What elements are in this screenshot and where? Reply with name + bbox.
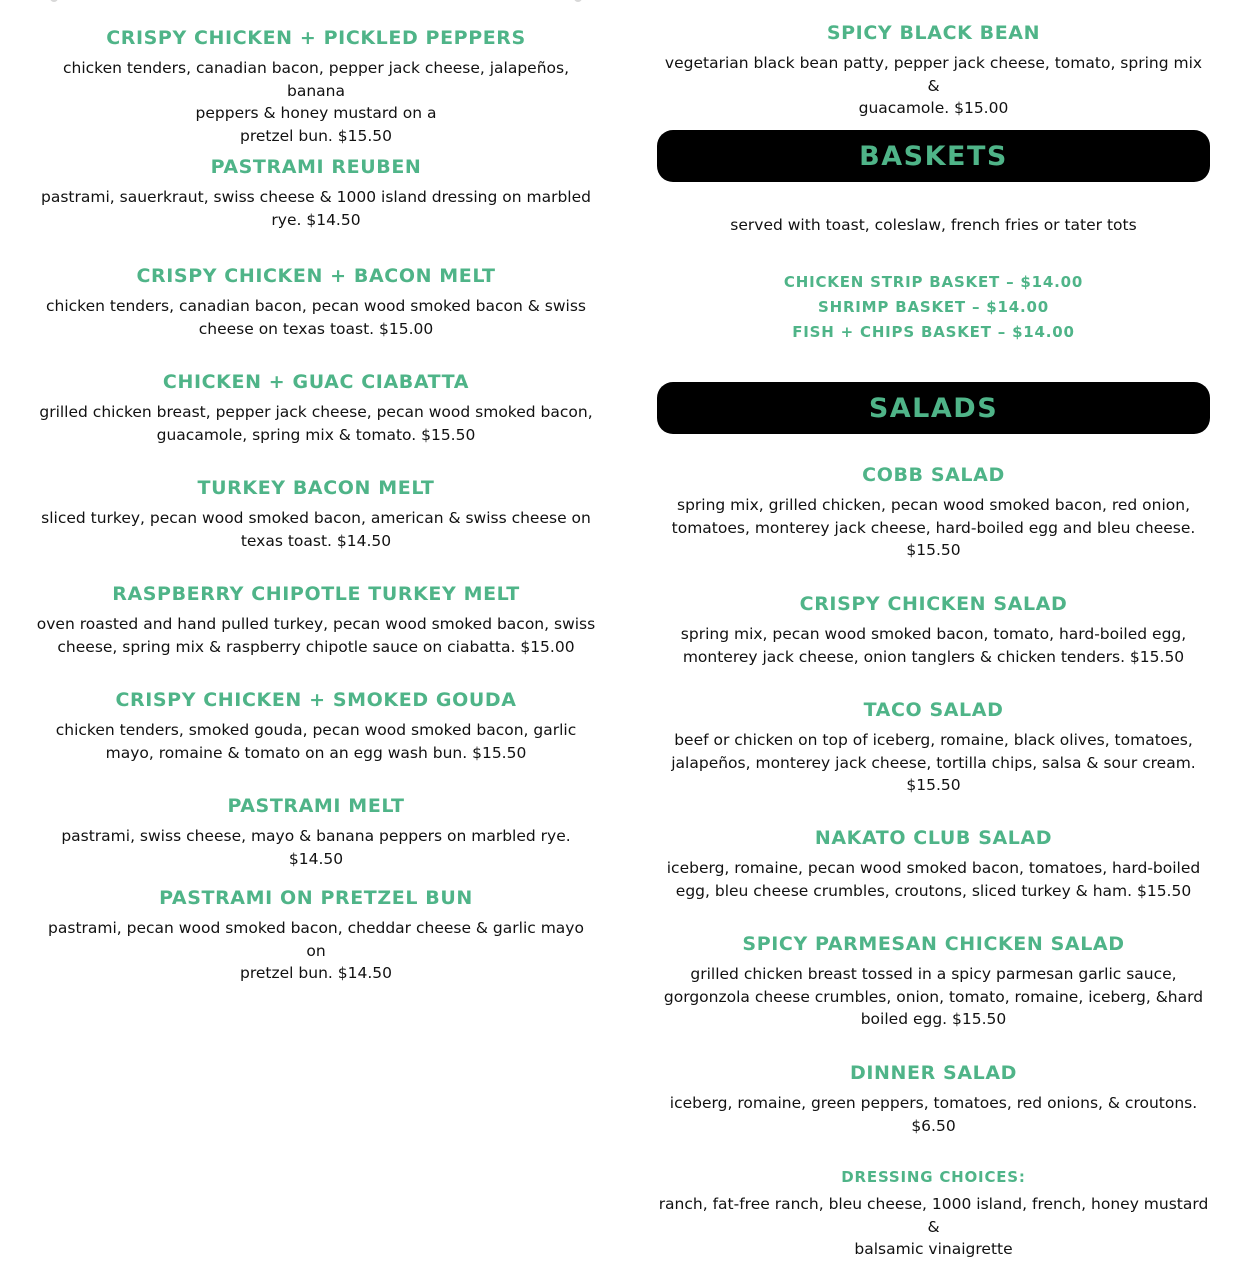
desc-line: texas toast. $14.50: [240, 531, 392, 550]
desc-line: gorgonzola cheese crumbles, onion, tomato, romaine, iceberg, &hard: [663, 987, 1204, 1006]
menu-item: [657, 1060, 1210, 1137]
menu-item: [657, 20, 1210, 120]
baskets-section-banner: [657, 130, 1210, 182]
menu-item-description: [36, 917, 596, 985]
desc-line: $15.50: [906, 776, 961, 794]
menu-item-description: [657, 1092, 1210, 1137]
menu-item-title: RASPBERRY CHIPOTLE TURKEY MELT: [112, 583, 520, 605]
salads-section-banner: [657, 382, 1210, 434]
menu-item-description: [36, 507, 596, 552]
basket-item: CHICKEN STRIP BASKET – $14.00: [783, 273, 1084, 291]
menu-item-description: [36, 57, 596, 147]
desc-line: pretzel bun. $14.50: [240, 964, 392, 982]
menu-item-description: [657, 623, 1210, 668]
desc-line: guacamole, spring mix & tomato. $15.50: [156, 425, 476, 444]
desc-line: cheese on texas toast. $15.00: [198, 319, 434, 338]
menu-item-description: [657, 494, 1210, 562]
desc-line: pastrami, sauerkraut, swiss cheese & 1000 island dressing on marbled: [41, 188, 591, 206]
menu-item: [36, 793, 596, 870]
menu-item-title: PASTRAMI MELT: [227, 795, 405, 817]
menu-item-description: [36, 719, 596, 764]
menu-item-title: TACO SALAD: [863, 699, 1004, 721]
desc-line: cheese, spring mix & raspberry chipotle sauce on ciabatta. $15.00: [57, 637, 575, 656]
menu-item: [36, 687, 596, 764]
menu-item-description: [657, 729, 1210, 797]
desc-line: $6.50: [911, 1116, 956, 1135]
desc-line: spring mix, pecan wood smoked bacon, tomato, hard-boiled egg,: [680, 625, 1187, 643]
baskets-list: [657, 270, 1210, 345]
menu-item-title: CRISPY CHICKEN + BACON MELT: [136, 265, 496, 287]
desc-line: balsamic vinaigrette: [854, 1240, 1013, 1258]
desc-line: iceberg, romaine, pecan wood smoked bacon, tomatoes, hard-boiled: [666, 859, 1201, 877]
menu-item-description: [657, 963, 1210, 1031]
baskets-note: served with toast, coleslaw, french fries or tater tots: [730, 216, 1137, 234]
menu-item-title: CRISPY CHICKEN + SMOKED GOUDA: [115, 689, 517, 711]
desc-line: tomatoes, monterey jack cheese, hard-boiled egg and bleu cheese.: [671, 518, 1196, 537]
desc-line: boiled egg. $15.50: [860, 1010, 1007, 1028]
menu-item: [657, 591, 1210, 668]
menu-item-description: [36, 613, 596, 658]
menu-item-title: DINNER SALAD: [849, 1062, 1018, 1084]
desc-line: mayo, romaine & tomato on an egg wash bun. $15.50: [105, 743, 527, 762]
menu-item: [36, 885, 596, 985]
desc-line: ranch, fat-free ranch, bleu cheese, 1000 island, french, honey mustard &: [658, 1195, 1209, 1236]
desc-line: beef or chicken on top of iceberg, romaine, black olives, tomatoes,: [674, 731, 1193, 749]
menu-item: [36, 263, 596, 340]
desc-line: pastrami, swiss cheese, mayo & banana peppers on marbled rye. $14.50: [61, 827, 571, 868]
menu-item-description: [657, 52, 1210, 120]
desc-line: grilled chicken breast, pepper jack cheese, pecan wood smoked bacon,: [39, 403, 593, 421]
desc-line: grilled chicken breast tossed in a spicy parmesan garlic sauce,: [690, 965, 1177, 983]
dressing-description: [657, 1193, 1210, 1261]
desc-line: pretzel bun. $15.50: [240, 126, 392, 145]
menu-item-title: PASTRAMI ON PRETZEL BUN: [159, 887, 473, 909]
menu-item-title: NAKATO CLUB SALAD: [814, 827, 1053, 849]
menu-item-title: CRISPY CHICKEN + PICKLED PEPPERS: [106, 27, 526, 49]
menu-item-description: [36, 825, 596, 870]
top-edge-mark-right: [574, 0, 582, 2]
menu-item: [36, 369, 596, 446]
basket-item: FISH + CHIPS BASKET – $14.00: [792, 323, 1075, 341]
desc-line: monterey jack cheese, onion tanglers & chicken tenders. $15.50: [682, 647, 1185, 666]
dressing-choices: [657, 1166, 1210, 1261]
menu-item-title: COBB SALAD: [862, 464, 1005, 486]
menu-item: [36, 475, 596, 552]
desc-line: spring mix, grilled chicken, pecan wood smoked bacon, red onion,: [677, 496, 1190, 514]
section-title: BASKETS: [859, 140, 1008, 172]
desc-line: $15.50: [906, 541, 961, 559]
menu-item: [657, 462, 1210, 562]
desc-line: guacamole. $15.00: [858, 99, 1009, 117]
desc-line: chicken tenders, smoked gouda, pecan wood smoked bacon, garlic: [55, 721, 577, 739]
desc-line: chicken tenders, canadian bacon, pecan wood smoked bacon & swiss: [45, 297, 586, 315]
menu-item-title: SPICY BLACK BEAN: [826, 22, 1041, 44]
menu-item: [657, 825, 1210, 902]
desc-line: egg, bleu cheese crumbles, croutons, sliced turkey & ham. $15.50: [675, 881, 1192, 900]
desc-line: chicken tenders, canadian bacon, pepper jack cheese, jalapeños, banana: [62, 59, 570, 100]
menu-item-title: PASTRAMI REUBEN: [210, 156, 422, 178]
desc-line: oven roasted and hand pulled turkey, pecan wood smoked bacon, swiss: [36, 615, 596, 633]
menu-item-title: CHICKEN + GUAC CIABATTA: [162, 371, 470, 393]
menu-item-description: [657, 857, 1210, 902]
menu-item: [36, 25, 596, 147]
desc-line: sliced turkey, pecan wood smoked bacon, american & swiss cheese on: [41, 509, 591, 527]
dressing-title: DRESSING CHOICES:: [841, 1168, 1026, 1186]
menu-item-title: CRISPY CHICKEN SALAD: [799, 593, 1068, 615]
menu-item: [657, 697, 1210, 797]
desc-line: vegetarian black bean patty, pepper jack cheese, tomato, spring mix &: [664, 54, 1203, 95]
menu-item-title: TURKEY BACON MELT: [197, 477, 435, 499]
menu-item-title: SPICY PARMESAN CHICKEN SALAD: [742, 933, 1125, 955]
menu-item: [657, 931, 1210, 1031]
menu-item: [36, 581, 596, 658]
top-edge-mark-left: [50, 0, 58, 2]
menu-item-description: [36, 295, 596, 340]
desc-line: rye. $14.50: [271, 210, 361, 229]
desc-line: iceberg, romaine, green peppers, tomatoes, red onions, & croutons.: [669, 1094, 1198, 1112]
menu-item-description: [36, 186, 596, 231]
menu-item-description: [36, 401, 596, 446]
desc-line: pastrami, pecan wood smoked bacon, cheddar cheese & garlic mayo on: [48, 919, 584, 960]
section-title: SALADS: [868, 392, 999, 424]
menu-item: [36, 154, 596, 231]
basket-item: SHRIMP BASKET – $14.00: [817, 298, 1049, 316]
desc-line: peppers & honey mustard on a: [195, 104, 437, 122]
desc-line: jalapeños, monterey jack cheese, tortilla chips, salsa & sour cream.: [671, 753, 1196, 772]
